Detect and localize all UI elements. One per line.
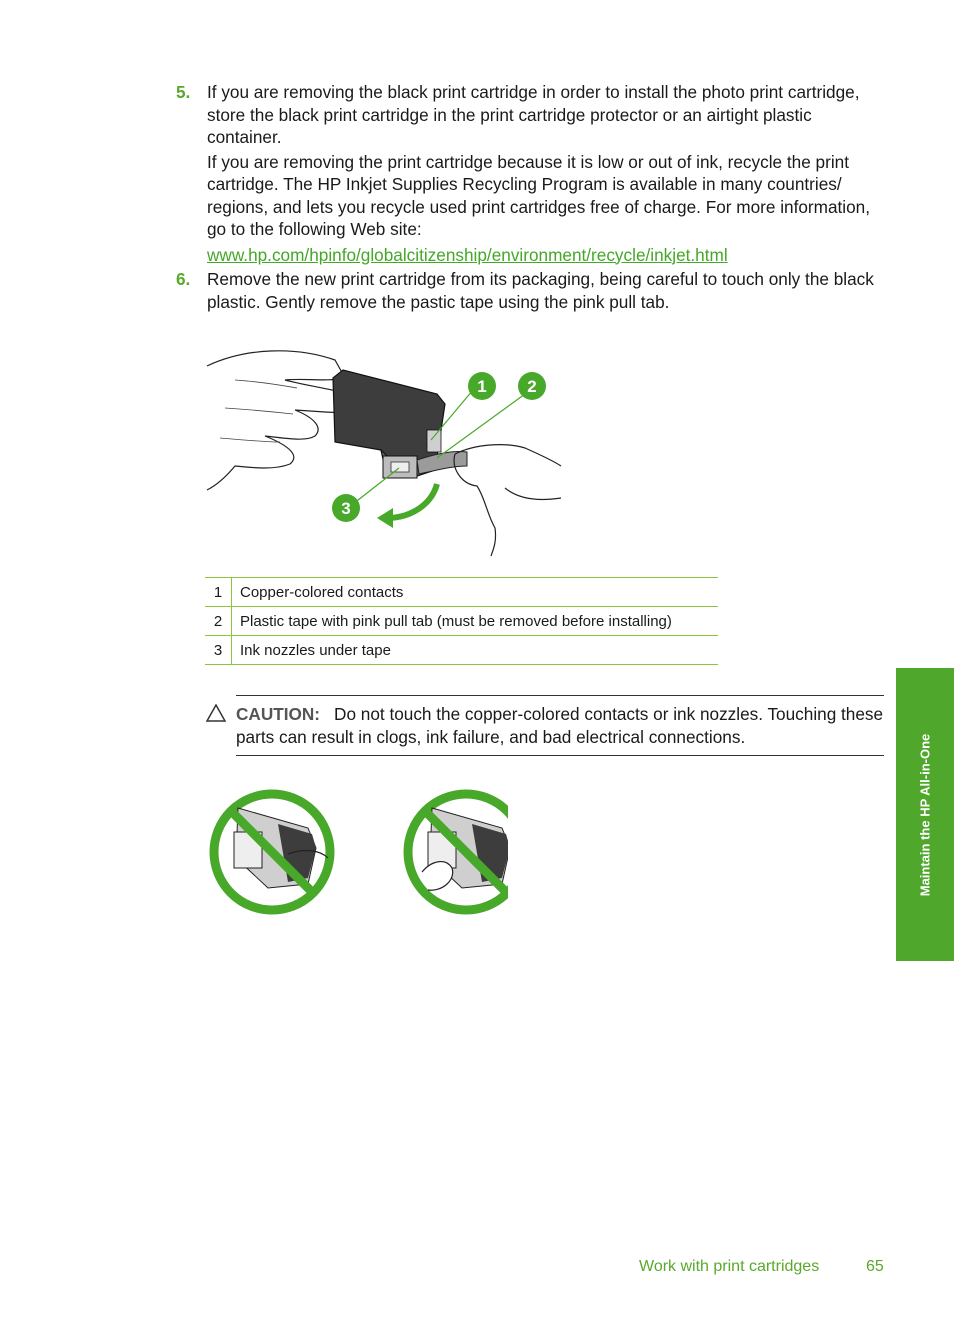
legend-text: Plastic tape with pink pull tab (must be removed before installing) [232,607,719,636]
step-number: 5. [176,82,191,102]
legend-number: 2 [205,607,232,636]
legend-text: Ink nozzles under tape [232,636,719,665]
callout-1 [468,372,496,400]
cartridge-illustration [205,338,565,565]
callout-label: 1 [477,377,487,396]
callout-2 [518,372,546,400]
recycle-link[interactable]: www.hp.com/hpinfo/globalcitizenship/environment/recycle/inkjet.html [207,244,728,265]
chapter-tab-label: Maintain the HP All-in-One [917,733,933,896]
legend-text: Copper-colored contacts [232,578,719,607]
footer-section-title: Work with print cartridges [639,1258,820,1275]
table-row [205,607,718,636]
callout-label: 3 [341,499,351,518]
step-number: 6. [176,269,191,289]
step-text: Remove the new print cartridge from its packaging, being careful to touch only the black plastic. Gently remove the pastic tape using the pink pull tab. [207,269,874,312]
step-text: If you are removing the black print cartridge in order to install the photo print cartridge, store the black print cartridge in the print cartridge protector or an airtight plastic container. [207,82,860,147]
do-not-touch-illustrations [208,788,508,923]
caution-label: CAUTION: [236,704,321,724]
prohibited-nozzles-icon [408,794,508,910]
legend-table [205,577,718,665]
caution-triangle-icon [206,704,226,727]
caution-note [236,695,884,756]
step-6 [176,268,888,315]
step-5 [176,81,888,268]
table-row [205,636,718,665]
page-number: 65 [866,1258,884,1275]
callout-label: 2 [527,377,537,396]
chapter-side-tab [896,668,954,961]
legend-number: 3 [205,636,232,665]
step-text: If you are removing the print cartridge because it is low or out of ink, recycle the print cartridge. The HP Inkjet Supplies Recycling Program is available in many countries/ regions, and lets you recycle used print cartridges free of charge. For more information, go to the following Web site: [207,151,870,239]
legend-number: 1 [205,578,232,607]
caution-text: Do not touch the copper-colored contacts or ink nozzles. Touching these parts can result in clogs, ink failure, and bad electrical connections. [236,704,884,747]
prohibited-contacts-icon [214,794,330,910]
callout-3 [332,494,360,522]
table-row [205,578,718,607]
